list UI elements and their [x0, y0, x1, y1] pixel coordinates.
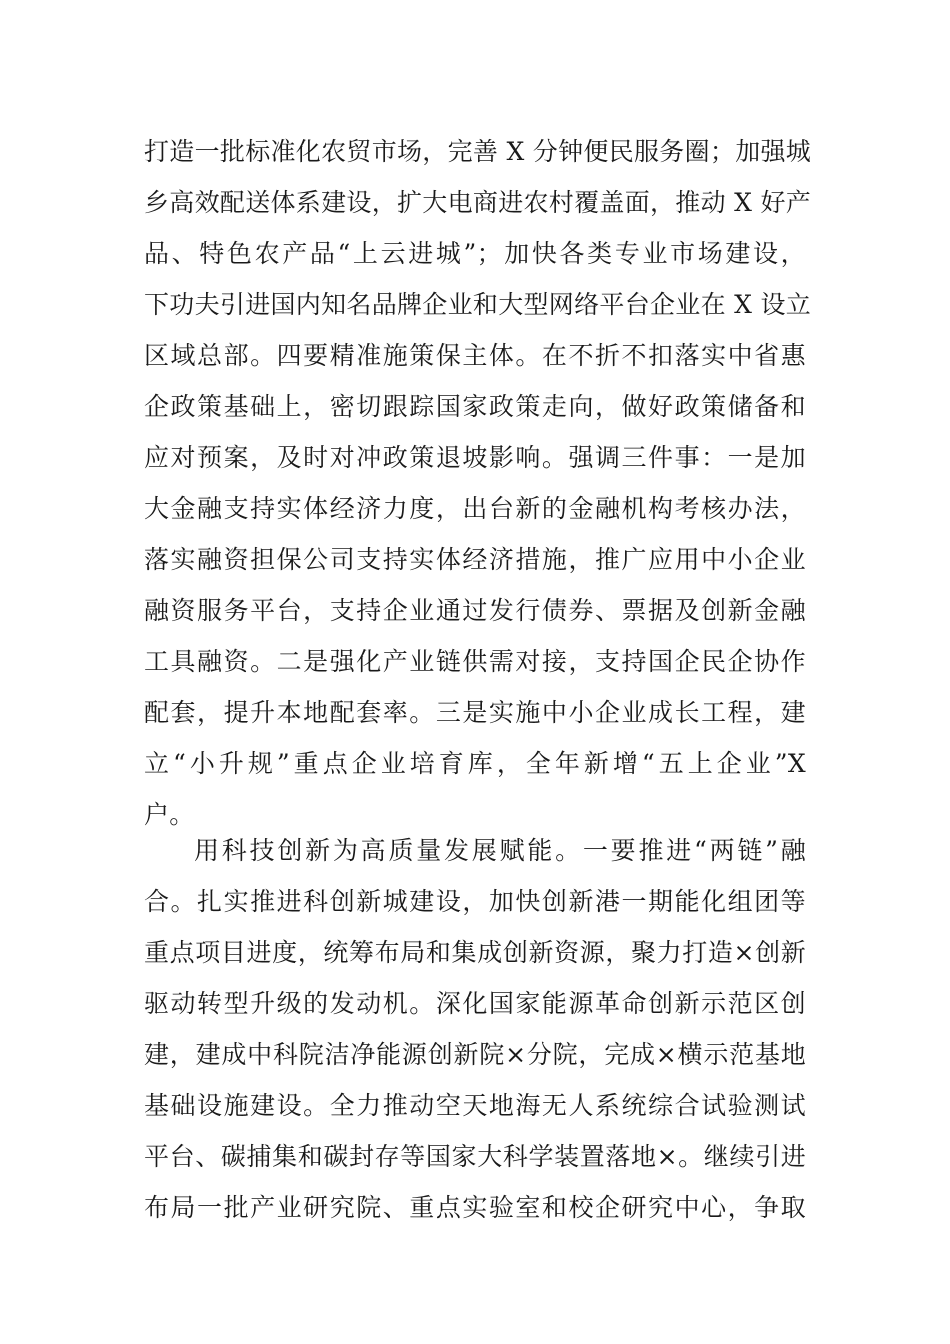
text-line: 大金融支持实体经济力度，出台新的金融机构考核办法， [144, 494, 806, 523]
text-line: 立“小升规”重点企业培育库，全年新增“五上企业”X [144, 749, 806, 778]
text-line: 品、特色农产品“上云进城”；加快各类专业市场建设， [144, 239, 806, 268]
text-line: 落实融资担保公司支持实体经济措施，推广应用中小企业 [144, 545, 806, 574]
text-line: 乡高效配送体系建设，扩大电商进农村覆盖面，推动 X 好产 [144, 188, 812, 217]
text-line: 企政策基础上，密切跟踪国家政策走向，做好政策储备和 [144, 392, 806, 421]
text-line: 融资服务平台，支持企业通过发行债券、票据及创新金融 [144, 596, 806, 625]
text-line: 平台、碳捕集和碳封存等国家大科学装置落地×。继续引进 [144, 1142, 806, 1171]
text-line: 工具融资。二是强化产业链供需对接，支持国企民企协作 [144, 647, 806, 676]
text-line: 配套，提升本地配套率。三是实施中小企业成长工程，建 [144, 698, 806, 727]
text-line: 驱动转型升级的发动机。深化国家能源革命创新示范区创 [144, 989, 806, 1018]
text-line: 区域总部。四要精准施策保主体。在不折不扣落实中省惠 [144, 341, 806, 370]
text-line: 基础设施建设。全力推动空天地海无人系统综合试验测试 [144, 1091, 806, 1120]
text-line: 建，建成中科院洁净能源创新院×分院，完成×横示范基地 [144, 1040, 806, 1069]
text-line: 布局一批产业研究院、重点实验室和校企研究中心，争取 [144, 1193, 806, 1222]
text-line: 重点项目进度，统筹布局和集成创新资源，聚力打造×创新 [144, 938, 806, 967]
text-line: 合。扎实推进科创新城建设，加快创新港一期能化组团等 [144, 887, 806, 916]
text-line: 户。 [144, 800, 195, 829]
text-line: 打造一批标准化农贸市场，完善 X 分钟便民服务圈；加强城 [144, 137, 812, 166]
text-line: 应对预案，及时对冲政策退坡影响。强调三件事：一是加 [144, 443, 806, 472]
text-line: 下功夫引进国内知名品牌企业和大型网络平台企业在 X 设立 [144, 290, 812, 319]
text-line: 用科技创新为高质量发展赋能。一要推进“两链”融 [194, 836, 806, 865]
